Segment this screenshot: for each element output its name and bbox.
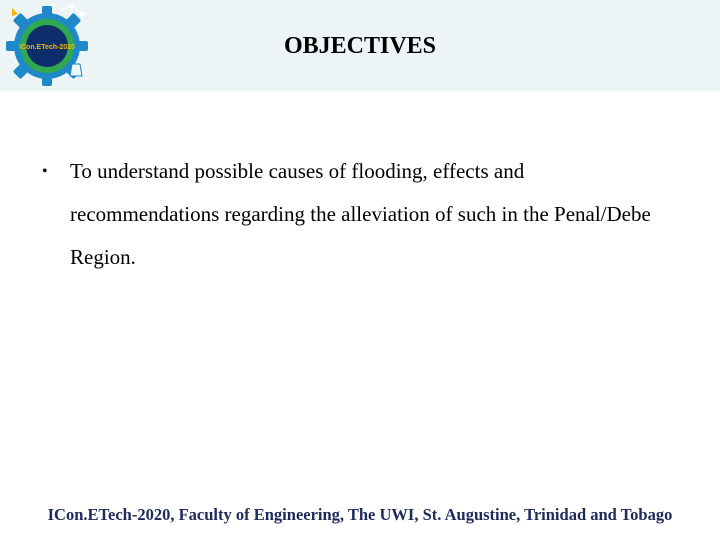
logo-text: ICon.ETech-2020 — [19, 44, 75, 51]
bullet-icon: • — [42, 163, 48, 180]
slide-footer: ICon.ETech-2020, Faculty of Engineering, The UWI, St. Augustine, Trinidad and Tobago — [47, 505, 673, 524]
slide-body — [38, 150, 678, 279]
bullet-item — [38, 150, 678, 279]
slide-header — [0, 0, 720, 91]
bullet-text: To understand possible causes of flooding, effects and recommendations regarding the alleviation of such in the Penal/Debe Region. — [70, 159, 651, 269]
slide-title: OBJECTIVES — [283, 33, 437, 59]
